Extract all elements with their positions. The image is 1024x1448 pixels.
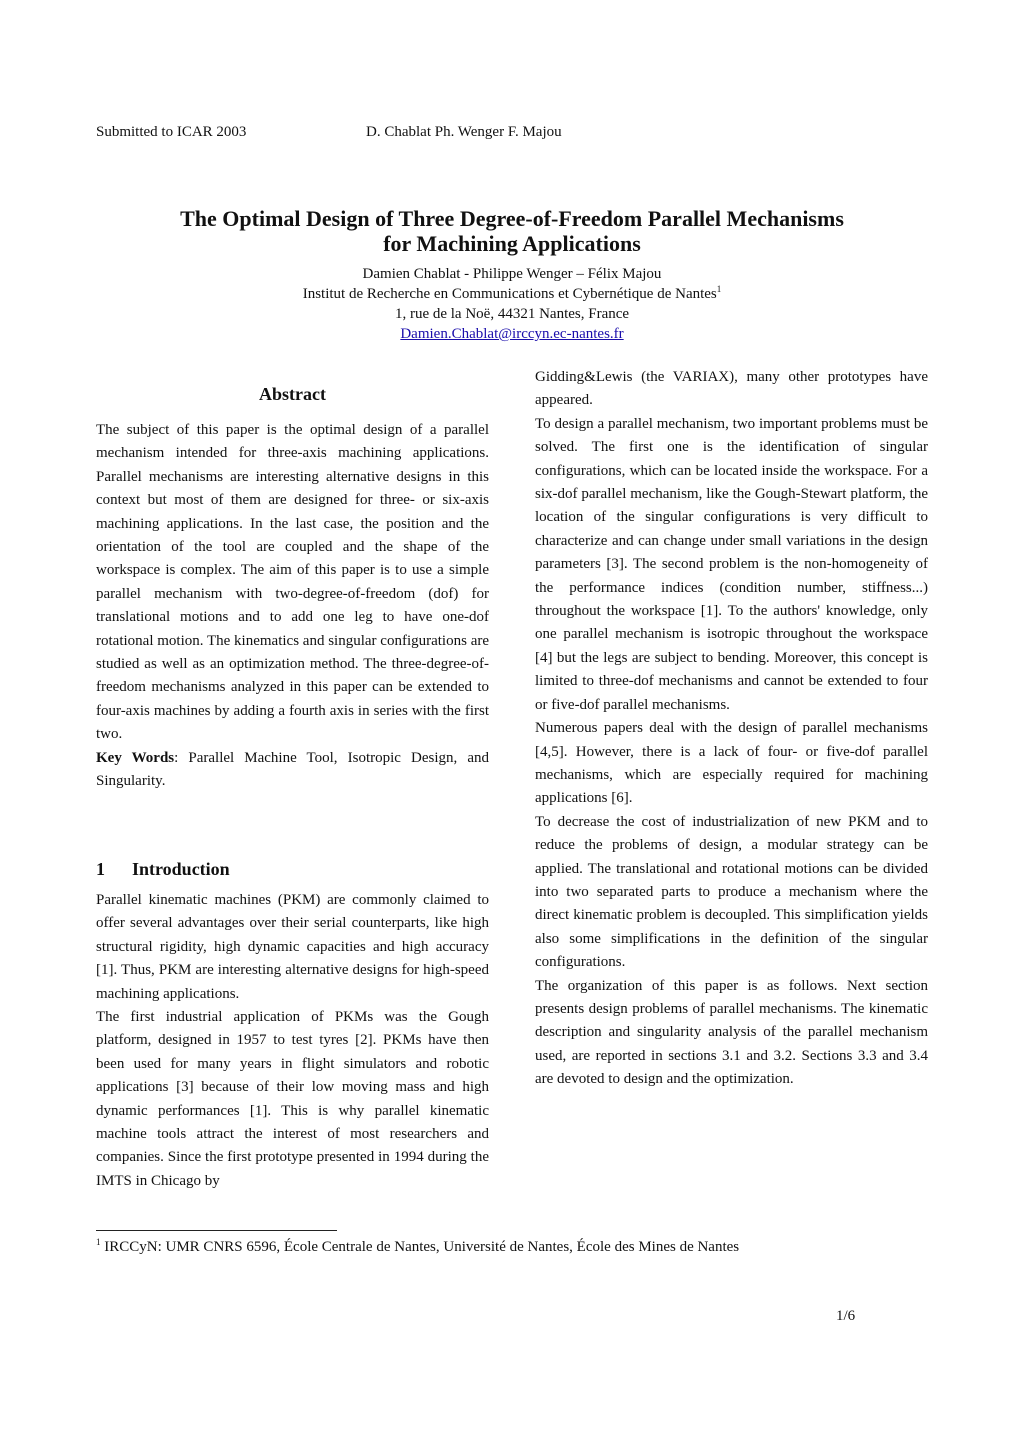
paper-title-line-1: The Optimal Design of Three Degree-of-Freedom Parallel Mechanisms <box>180 206 844 231</box>
paper-address: 1, rue de la Noë, 44321 Nantes, France <box>394 306 630 322</box>
section-heading-introduction <box>96 859 230 880</box>
intro-paragraph-3: To design a parallel mechanism, two important problems must be solved. The first one is the identification of singular configurations, which can be located inside the workspace. For a six-dof parallel mechanism, like the Gough-Stewart platform, the location of the singular configurations is very difficult to characterize and can change under small variations in the design parameters [3]. The second problem is the non-homogeneity of the performance indices (condition number, stiffness...) throughout the workspace [1]. To the authors' knowledge, only one parallel mechanism is isotropic throughout the workspace [4] but the legs are subject to bending. Moreover, this concept is limited to three-dof mechanisms and cannot be extended to four or five-dof parallel mechanisms. <box>535 415 928 713</box>
affiliation-text: Institut de Recherche en Communications et Cybernétique de Nantes <box>302 286 717 302</box>
footnote-mark: 1 <box>96 1237 101 1247</box>
section-number: 1 <box>96 859 105 879</box>
paper-authors: Damien Chablat - Philippe Wenger – Félix Majou <box>362 266 662 282</box>
header-authors: D. Chablat Ph. Wenger F. Majou <box>366 124 562 140</box>
intro-paragraph-5: To decrease the cost of industrialization of new PKM and to reduce the problems of design, a modular strategy can be applied. The translational and rotational motions can be divided into two separated parts to produce a mechanism where the direct kinematic problem is decoupled. This simplification yields also some simplifications in the definition of the singular configurations. <box>535 813 928 971</box>
footnote-divider <box>96 1230 337 1231</box>
keywords-paragraph <box>96 747 489 794</box>
intro-paragraph-6: The organization of this paper is as follows. Next section presents design problems of parallel mechanisms. The kinematic description and singularity analysis of the parallel mechanism used, are reported in sections 3.1 and 3.2. Sections 3.3 and 3.4 are devoted to design and the optimization. <box>535 977 928 1088</box>
paper-title-line-2: for Machining Applications <box>383 231 641 256</box>
paper-affiliation <box>0 284 1024 304</box>
footnote-text: IRCCyN: UMR CNRS 6596, École Centrale de Nantes, Université de Nantes, École des Mines de Nantes <box>100 1239 740 1255</box>
title-block <box>0 206 1024 344</box>
section-title: Introduction <box>132 859 230 879</box>
right-column <box>535 366 928 1092</box>
abstract-heading: Abstract <box>259 384 326 404</box>
intro-paragraph-2: The first industrial application of PKMs was the Gough platform, designed in 1957 to test tyres [2]. PKMs have then been used for many years in flight simulators and robotic applications [3] because of their low moving mass and high dynamic performances [1]. This is why parallel kinematic machine tools attract the interest of most researchers and companies. Since the first prototype presented in 1994 during the IMTS in Chicago by <box>96 1009 489 1189</box>
page-number: 1/6 <box>836 1308 856 1324</box>
intro-paragraph-1: Parallel kinematic machines (PKM) are commonly claimed to offer several advantages over their serial counterparts, like high structural rigidity, high dynamic capacities and high accuracy [1]. Thus, PKM are interesting alternative designs for high-speed machining applications. <box>96 892 489 1002</box>
header-venue: Submitted to ICAR 2003 <box>96 124 247 140</box>
abstract-body <box>96 419 489 794</box>
email-link[interactable]: Damien.Chablat@irccyn.ec-nantes.fr <box>400 326 624 342</box>
introduction-left-column <box>96 889 489 1193</box>
affiliation-footnote-mark: 1 <box>716 284 722 294</box>
intro-paragraph-4: Numerous papers deal with the design of parallel mechanisms [4,5]. However, there is a lack of four- or five-dof parallel mechanisms, which are especially required for machining applications [6]. <box>535 720 928 807</box>
footnote <box>96 1239 739 1256</box>
abstract-text: The subject of this paper is the optimal design of a parallel mechanism intended for three-axis machining applications. Parallel mechanisms are interesting alternative designs in this context but most of them are designed for three- or six-axis machining applications. In the last case, the position and the orientation of the tool are coupled and the shape of the workspace is complex. The aim of this paper is to use a simple parallel mechanism with two-degree-of-freedom (dof) for translational motions and to add one leg to have one-dof rotational motion. The kinematics and singular configurations are studied as well as an optimization method. The three-degree-of-freedom mechanisms analyzed in this paper can be extended to four-axis machines by adding a fourth axis in series with the first two. <box>96 422 489 743</box>
keywords-text: : Parallel Machine Tool, Isotropic Design, and Singularity. <box>96 749 489 790</box>
keywords-label: Key Words <box>96 749 175 766</box>
intro-paragraph-2-continued: Gidding&Lewis (the VARIAX), many other prototypes have appeared. <box>535 369 928 409</box>
